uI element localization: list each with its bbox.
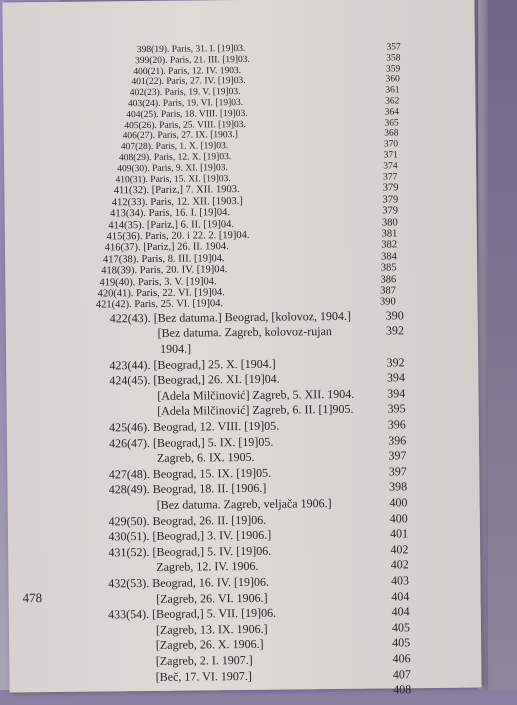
entry-text: 425(46). Beograd, 12. VIII. [19]05.	[109, 418, 280, 435]
entry-text: 403(24). Paris, 19. VI. [19]03.	[127, 97, 244, 110]
entry-text: 413(34). Paris, 16. I. [19]04.	[110, 207, 231, 220]
entry-page: 390	[379, 296, 396, 308]
entry-text: 431(52). [Beograd,] 5. IV. [19]06.	[108, 543, 272, 560]
entry-text: 420(41). Paris, 22. VI. [19]04.	[97, 287, 225, 300]
entry-page: 362	[384, 96, 400, 107]
entry-page: 402	[390, 557, 409, 572]
entry-text: 428(49). Beograd, 18. II. [1906.]	[108, 481, 267, 497]
entry-text: 412(33). Paris, 12. XII. [1903.]	[111, 195, 243, 209]
entry-page: 386	[380, 273, 397, 286]
entry-page: 374	[383, 161, 398, 172]
entry-page: 397	[388, 448, 407, 463]
entry-page: 407	[392, 666, 411, 682]
entry-page: 379	[382, 182, 399, 194]
entry-page: 359	[385, 63, 401, 75]
entry-text: 417(38). Paris, 8. III. [19]04.	[102, 252, 225, 266]
entry-page: 406	[392, 651, 411, 666]
entry-text: [Beč, 17. VI. 1907.]	[155, 668, 252, 684]
entry-text: 399(20). Paris, 21. III. [19]03.	[135, 54, 250, 66]
entry-page: 396	[388, 432, 407, 448]
entry-page: 396	[387, 417, 406, 432]
index-entry	[10, 682, 482, 705]
entry-page: 397	[388, 464, 407, 479]
entry-page: 404	[391, 588, 410, 604]
entry-page: 395	[387, 401, 406, 416]
entry-text: 415(36). Paris, 20. i 22. 2. [19]04.	[106, 229, 250, 243]
entry-text: [Zagreb, 26. X. 1906.]	[155, 637, 264, 653]
entry-page: 402	[390, 542, 409, 557]
entry-page: 380	[381, 216, 398, 229]
entry-text: 433(54). [Beograd,] 5. VII. [19]06.	[107, 605, 277, 622]
entry-text: 419(40). Paris, 3. V. [19]04.	[99, 275, 217, 289]
entry-text: 429(50). Beograd, 26. II. [19]06.	[108, 512, 267, 529]
entry-page: 377	[382, 171, 398, 183]
entry-page: 394	[387, 386, 406, 401]
entry-text: 404(25). Paris, 18. VIII. [19]03.	[126, 108, 248, 120]
entry-text: 427(48). Beograd, 15. IX. [19]05.	[108, 465, 272, 482]
entry-page: 357	[386, 42, 401, 53]
entry-page: 379	[382, 205, 399, 217]
entry-page: 385	[380, 262, 397, 274]
entry-page: 358	[386, 53, 401, 64]
entry-text: Zagreb, 6. IX. 1905.	[156, 450, 255, 466]
entry-page: 371	[383, 150, 398, 161]
entry-text: Zagreb, 12. IV. 1906.	[156, 559, 259, 575]
entry-text: [Zagreb, 26. VI. 1906.]	[156, 590, 268, 606]
entry-text: 409(30). Paris, 9. XI. [19]03.	[117, 162, 228, 175]
entry-text: 424(45). [Beograd,] 26. XI. [19]04.	[109, 371, 280, 388]
entry-text: 432(53). Beograd, 16. IV. [19]06.	[108, 574, 270, 591]
book-page	[2, 0, 481, 697]
entry-text: 426(47). [Beograd,] 5. IX. [19]05.	[108, 434, 274, 450]
entry-text: 405(26). Paris, 25. VIII. [19]03.	[124, 119, 246, 131]
entry-page: 370	[383, 139, 399, 150]
page-number: 478	[22, 590, 43, 606]
entry-page: 408	[393, 682, 412, 697]
entry-page: 382	[381, 239, 398, 251]
entry-text: [Bez datuma. Zagreb, kolovoz-rujan	[157, 324, 332, 341]
entry-text: [Zagreb, 2. I. 1907.]	[155, 652, 253, 668]
entry-page: 400	[389, 510, 408, 526]
entry-page: 387	[380, 285, 397, 297]
entry-text: [Zagreb, 13. IX. 1906.]	[155, 621, 268, 637]
entry-page: 401	[390, 526, 409, 541]
entry-text: 400(21). Paris, 12. IV. 1903.	[133, 65, 242, 77]
entry-text: 1904.]	[159, 341, 192, 356]
entry-text: 418(39). Paris, 20. IV. [19]04.	[101, 264, 228, 277]
entry-text: 422(43). [Bez datuma.] Beograd, [kolovoz, 1904.]	[109, 308, 352, 326]
entry-page: 403	[390, 573, 410, 588]
entry-page: 384	[381, 251, 397, 263]
entry-page: 392	[386, 354, 405, 370]
entry-page: 405	[392, 635, 411, 650]
entry-page: 365	[384, 117, 399, 129]
entry-page: 390	[385, 308, 404, 323]
entry-text: 406(27). Paris, 27. IX. [1903.]	[122, 130, 238, 142]
entry-text: 407(28). Paris, 1. X. [19]03.	[120, 141, 229, 153]
entry-page: 404	[391, 604, 410, 619]
entry-page: 381	[381, 228, 398, 240]
entry-page: 364	[384, 107, 400, 118]
entry-text: 410(31). Paris, 15. XI. [19]03.	[115, 173, 231, 185]
entry-text: 423(44). [Beograd,] 25. X. [1904.]	[109, 356, 276, 372]
entry-page: 392	[385, 323, 405, 338]
entry-text: 421(42). Paris, 25. VI. [19]04.	[95, 298, 224, 311]
entry-page: 379	[382, 194, 399, 206]
entry-page: 368	[384, 128, 399, 139]
entry-page: 398	[389, 479, 408, 494]
entry-text: 416(37). [Pariz,] 26. II. 1904.	[104, 241, 229, 254]
entry-page: 360	[385, 74, 400, 85]
entry-page: 405	[391, 620, 411, 635]
entry-text: [Adela Milčinović] Zagreb, 5. XII. 1904.	[157, 386, 355, 403]
entry-page: 394	[386, 370, 406, 385]
entry-page: 400	[389, 495, 408, 510]
entry-text: 430(51). [Beograd,] 3. IV. [1906.]	[108, 527, 272, 544]
entry-text: 408(29). Paris, 12. X. [19]03.	[118, 152, 232, 164]
entry-text: 401(22). Paris, 27. IV. [19]03.	[131, 76, 246, 88]
entry-text: 411(32). [Pariz,] 7. XII. 1903.	[113, 184, 240, 197]
entry-text: [Bez datuma. Zagreb, veljača 1906.]	[156, 496, 332, 512]
entry-page: 361	[385, 85, 400, 96]
entry-text: [Adela Milčinović] Zagreb, 6. II. [1]905.	[157, 402, 354, 419]
entry-text: 398(19). Paris, 31. I. [19]03.	[136, 43, 246, 56]
entry-text: 414(35). [Pariz,] 6. II. [19]04.	[108, 218, 235, 231]
entry-text: 402(23). Paris, 19. V. [19]03.	[129, 87, 241, 99]
